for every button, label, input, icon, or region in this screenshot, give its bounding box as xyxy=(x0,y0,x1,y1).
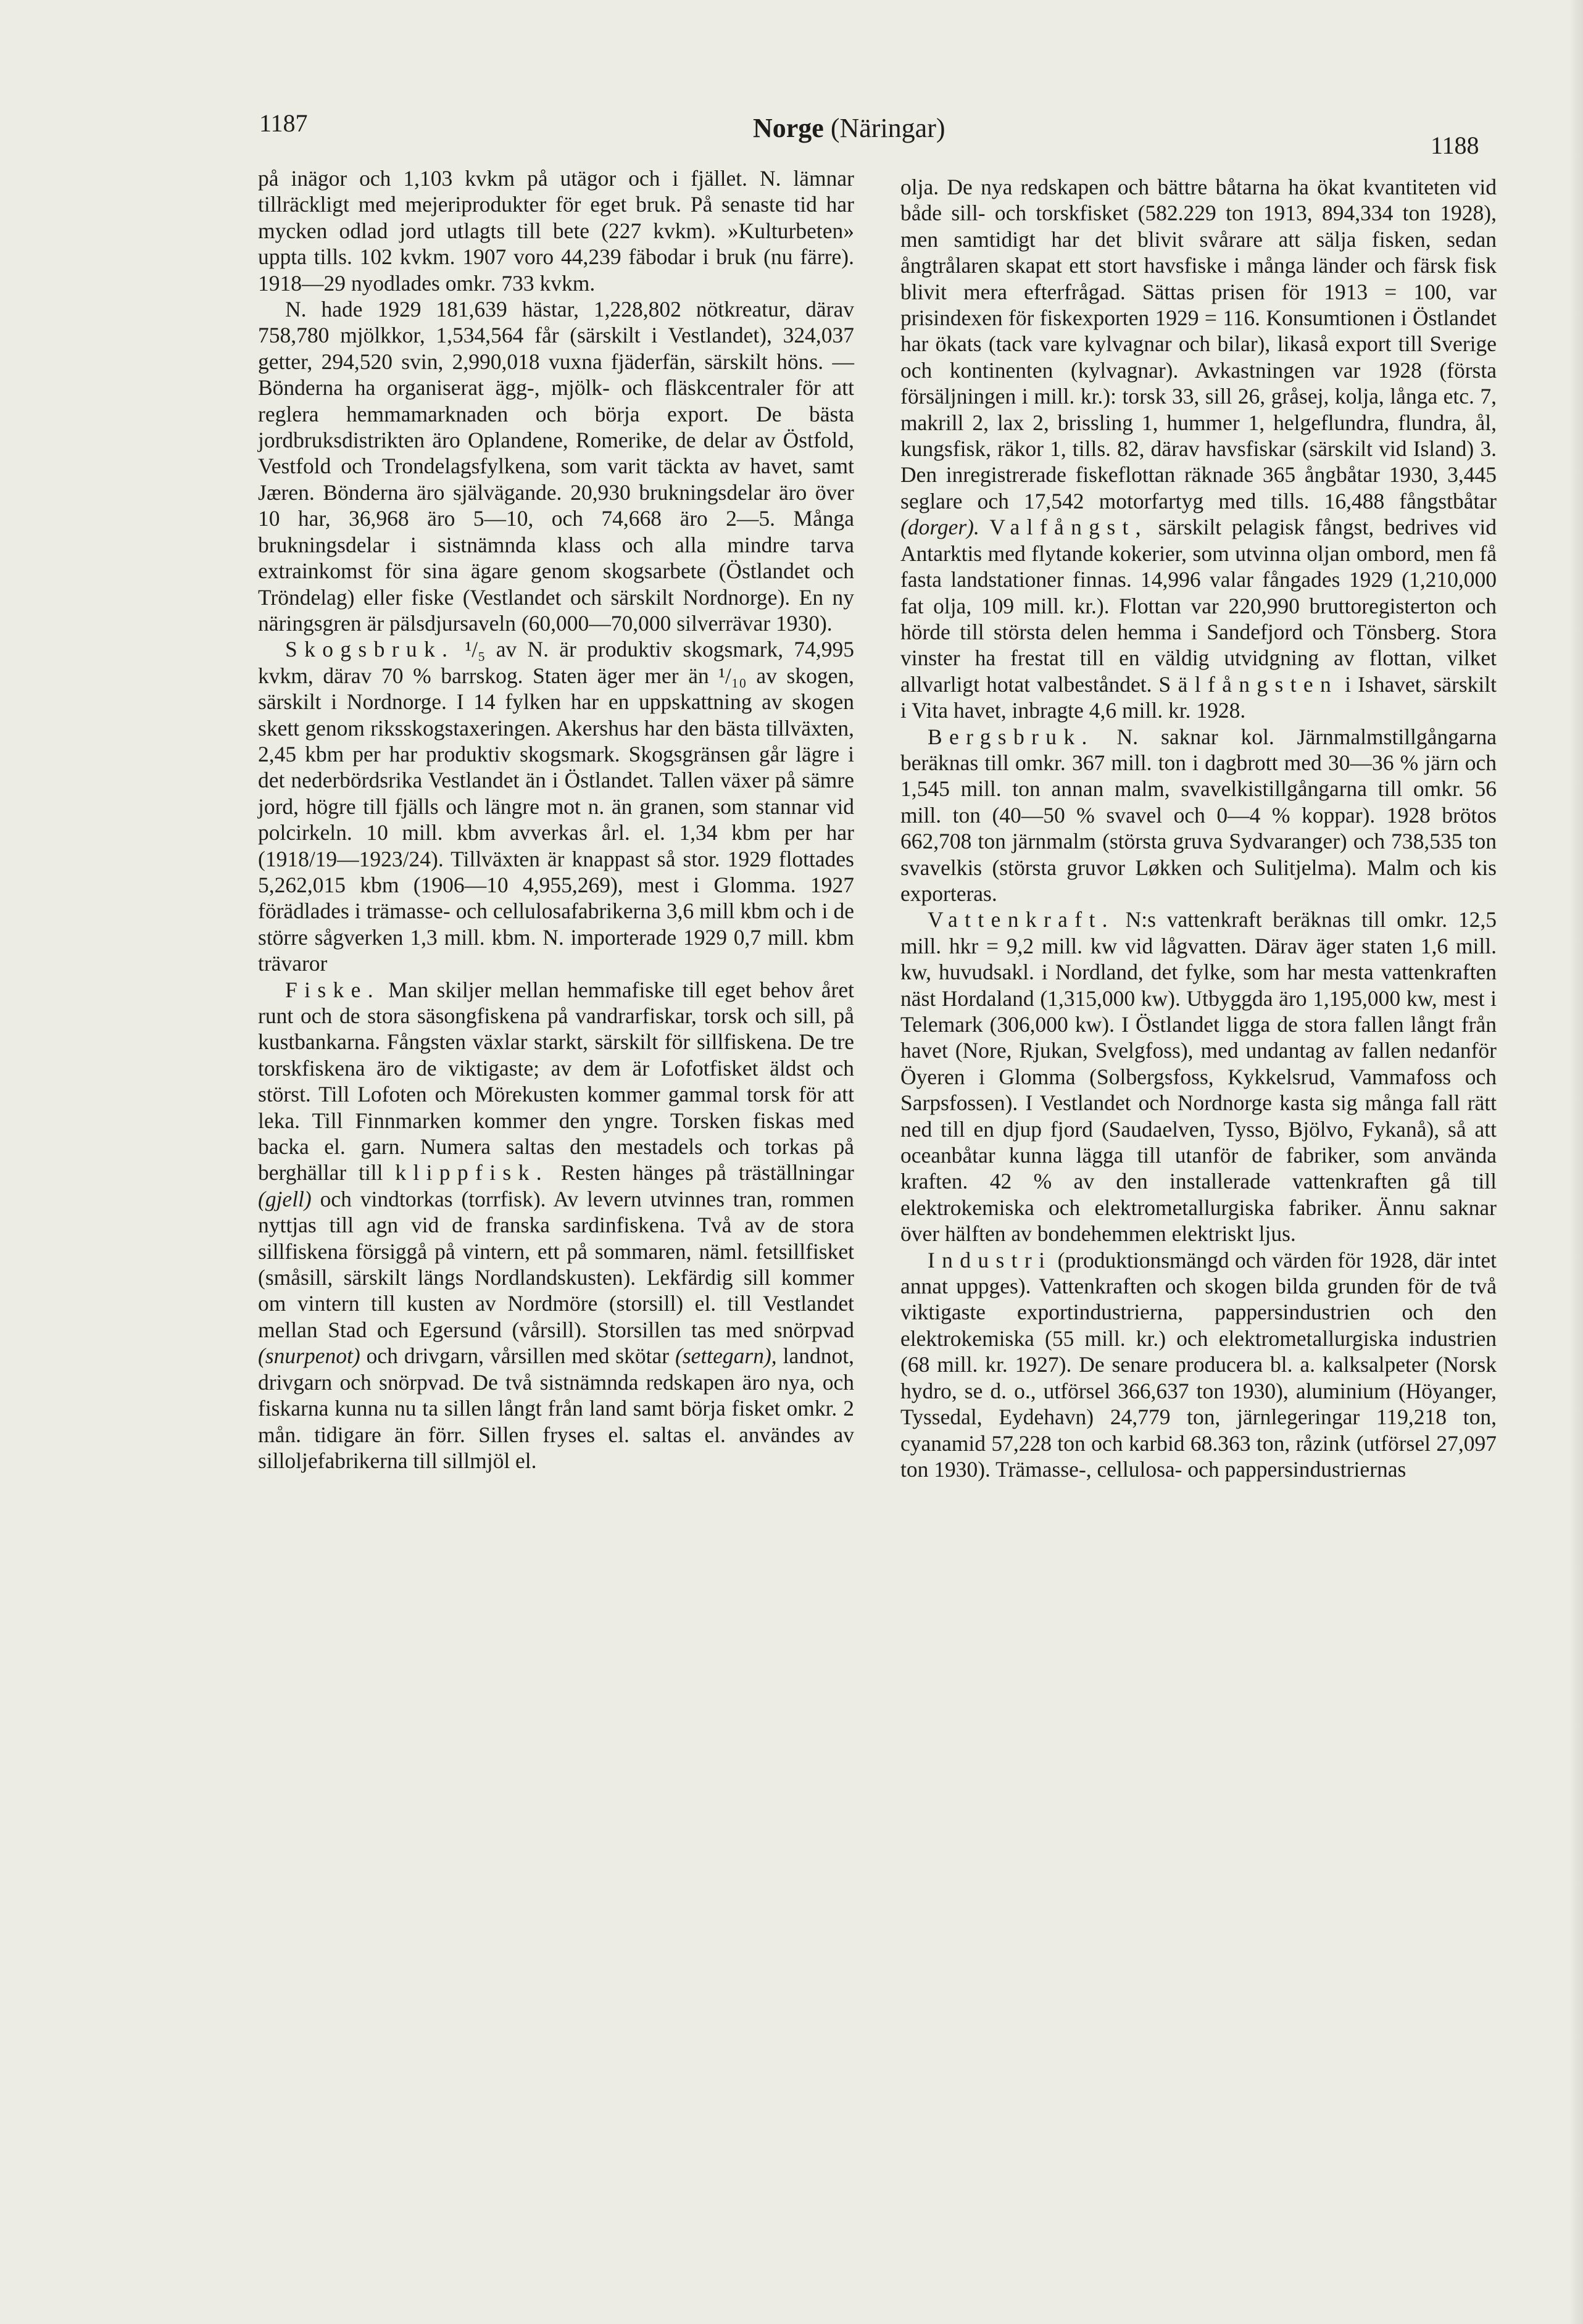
heading-sealing: Sälfångsten xyxy=(1158,671,1339,697)
text-industry: (produktionsmängd och värden för 1928, där intet annat uppges). Vattenkraften och skogen bilda grunden för de två viktigaste exportindustrierna, pappersindustrien och den elektrokemiska (55 mill. kr.) och elektrometallurgiska industrien (68 mill. kr. 1927). De senare producera bl. a. kalksalpeter (Norsk hydro, se d. o., utförsel 366,637 ton 1930), aluminium (Höyanger, Tyssedal, Eydehavn) 24,779 ton, järnlegeringar 119,218 ton, cyanamid 57,228 ton och karbid 68.363 ton, råzink (utförsel 27,097 ton 1930). Trämasse-, cellulosa- och pappersindustriernas xyxy=(900,1247,1497,1482)
text-sealing: i Ishavet, särskilt i Vita havet, inbragte 4,6 mill. kr. 1928. xyxy=(900,671,1497,723)
text-fishing-e: landnot, drivgarn och snörpvad. De två sistnämnda redskapen äro nya, och fiskarna kunna nu ta sillen långt från land samt börja fisket omkr. 2 mån. tidigare än förr. Sillen fryses el. saltas el. användes av silloljefabrikerna till sillmjöl el. xyxy=(258,1343,855,1473)
text-whaling: särskilt pelagisk fångst, bedrives vid Antarktis med flytande kokerier, som utvinna oljan ombord, men få fasta landstationer finnas. 14,996 valar fångades 1929 (1,210,000 fat olja, 109 mill. kr.). Flottan var 220,990 bruttoregisterton och hörde till största delen hemma i Sandefjord och Tönsberg. Stora vinster ha frestat till en väldig utvidgning av flottan, vilket allvarligt hotat valbeståndet. xyxy=(900,515,1497,697)
paragraph-forestry xyxy=(258,636,854,976)
running-head xyxy=(753,112,945,144)
text-fishing-d: och drivgarn, vårsillen med skötar xyxy=(366,1343,670,1369)
text-forestry: ¹/₅ av N. är produktiv skogsmark, 74,995 kvkm, därav 70 % barrskog. Staten äger mer än ¹/₁₀ av skogen, särskilt i Nordnorge. I 14 fylken har en uppskattning av skogen skett genom riksskogstaxeringen. Akershus har den bästa tillväxten, 2,45 kbm per har produktiv skogsmark. Skogsgränsen går lägre i det nederbördsrika Vestlandet än i Östlandet. Tallen växer på sämre jord, högre till fjälls och längre mot n. än granen, som stannar vid polcirkeln. 10 mill. kbm avverkas årl. el. 1,34 kbm per har (1918/19—1923/24). Tillväxten är knappast så stor. 1929 flottades 5,262,015 kbm (1906—10 4,955,269), mest i Glomma. 1927 förädlades i trämasse- och cellulosafabrikerna 3,6 mill kbm och i de större sågverken 1,3 mill. kbm. N. importerade 1929 0,7 mill. kbm trävaror xyxy=(258,637,855,976)
paragraph-livestock: N. hade 1929 181,639 hästar, 1,228,802 nötkreatur, därav 758,780 mjölkkor, 1,534,564 får (särskilt i Vestlandet), 324,037 getter, 294,520 svin, 2,990,018 vuxna fjäderfän, särskilt höns. — Bönderna ha organiserat ägg-, mjölk- och fläskcentraler för att reglera hemmamarknaden och börja export. De bästa jordbruksdistrikten äro Oplandene, Romerike, de delar av Östfold, Vestfold och Trondelagsfylkena, som varit täckta av havet, samt Jæren. Bönderna äro självägande. 20,930 brukningsdelar äro över 10 har, 36,968 äro 5—10, och 74,668 äro 2—5. Många brukningsdelar i sistnämnda klass och alla mindre tarva extrainkomst för sina ägare genom skogsarbete (Östlandet och Tröndelag) eller fiske (Vestlandet och särskilt Nordnorge). En ny näringsgren är pälsdjursaveln (60,000—70,000 silverrävar 1930). xyxy=(258,297,854,636)
paragraph-fishing xyxy=(258,977,854,1474)
paragraph-agriculture: på inägor och 1,103 kvkm på utägor och i fjället. N. lämnar tillräckligt med mejeriprodukter för eget bruk. På senaste tid har mycken odlad jord utlagts till bete (227 kvkm). »Kulturbeten» uppta tills. 102 kvkm. 1907 voro 44,239 fäbodar i bruk (nu färre). 1918—29 nyodlades omkr. 733 kvkm. xyxy=(258,166,854,296)
page-number-left: 1187 xyxy=(259,109,308,137)
page-edge xyxy=(1569,0,1583,2324)
text-fishing-c: och vindtorkas (torrfisk). Av levern utvinnes tran, rommen nyttjas till agn vid de franska sardinfiskena. Två av de stora sillfiskena försiggå på vintern, ett på sommaren, näml. fetsillfisket (småsill, särskilt längs Nordlandskusten). Lekfärdig sill kommer om vintern till kusten av Nordmöre (storsill) el. till Vestlandet mellan Stad och Egersund (vårsill). Storsillen tas med snörpvad xyxy=(258,1186,855,1342)
heading-forestry: Skogsbruk. xyxy=(285,637,455,662)
text-fishing-cont-a: olja. De nya redskapen och bättre båtarna ha ökat kvantiteten vid både sill- och torskfisket (582.229 ton 1913, 894,334 ton 1928), men samtidigt har det blivit svårare att sälja fisken, sedan ångtrålaren skapat ett stort havsfiske i många länder och färsk fisk blivit mera efterfrågad. Sättas prisen för 1913 = 100, var prisindexen för fiskexporten 1929 = 116. Konsumtionen i Östlandet har ökats (tack vare kylvagnar och bilar), likaså export till Sverige och kontinenten (kylvagnar). Avkastningen var 1928 (första försäljningen i mill. kr.): torsk 33, sill 26, gråsej, kolja, långa etc. 7, makrill 2, lax 2, brissling 1, hummer 1, helgeflundra, flundra, ål, kungsfisk, räkor 1, tills. 82, därav havsfiskar (särskilt vid Island) 3. Den inregistrerade fiskeflottan räknade 365 ångbåtar 1930, 3,445 seglare och 17,542 motorfartyg med tills. 16,488 fångstbåtar xyxy=(900,175,1497,513)
text-hydropower: N:s vattenkraft beräknas till omkr. 12,5 mill. hkr = 9,2 mill. kw vid lågvatten. Därav äger staten 1,6 mill. kw, huvudsakl. i Nordland, det fylke, som har mesta vattenkraften näst Hordaland (1,315,000 kw). Utbyggda äro 1,195,000 kw, mest i Telemark (306,000 kw). I Östlandet ligga de stora fallen långt från havet (Nore, Rjukan, Svelgfoss), med undantag av fallen nedanför Öyeren i Glomma (Solbergsfoss, Kykkelsrud, Vammafoss och Sarpsfossen). I Vestlandet och Nordnorge kasta sig många fall rätt ned till en djup fjord (Saudaelven, Tysso, Bjölvo, Fykanå), så att oceanbåtar kunna lägga till utanför de fabriker, som använda kraften. 42 % av den installerade vattenkraften gå till elektrokemiska och elektrometallurgiska fabriker. Ännu saknar över hälften av bondehemmen elektriskt ljus. xyxy=(900,907,1497,1247)
text-fishing-a: Man skiljer mellan hemmafiske till eget behov året runt och de stora säsongfiskena på vandrarfiskar, torsk och sill, på kustbankarna. Fångsten växlar starkt, särskilt för sillfiskena. De tre torskfiskena äro de viktigaste; av dem är Lofotfisket äldst och störst. Till Lofoten och Mörekusten kommer gammal torsk för att leka. Till Finnmarken kommer den yngre. Torsken fiskas med backa el. garn. Numera saltas den mestadels och torkas på berghällar till xyxy=(258,977,855,1185)
page-number-right: 1188 xyxy=(1431,131,1479,159)
heading-whaling: Valfångst, xyxy=(989,515,1148,540)
term-dorger: (dorger). xyxy=(900,515,979,540)
paragraph-hydropower xyxy=(900,907,1497,1247)
heading-hydropower: Vattenkraft. xyxy=(928,907,1115,932)
running-title: Norge xyxy=(753,113,824,143)
text-fishing-b: Resten hänges på träställningar xyxy=(560,1160,854,1185)
term-gjell: (gjell) xyxy=(258,1186,312,1211)
heading-industry: Industri xyxy=(928,1247,1052,1272)
heading-mining: Bergsbruk. xyxy=(928,724,1094,749)
right-column xyxy=(900,174,1497,1482)
paragraph-industry xyxy=(900,1247,1497,1483)
term-settegarn: (settegarn), xyxy=(675,1343,777,1369)
paragraph-mining xyxy=(900,724,1497,907)
heading-fishing: Fiske. xyxy=(285,977,380,1002)
text-mining: N. saknar kol. Järnmalmstillgångarna beräknas till omkr. 367 mill. ton i dagbrott med 30—36 % järn och 1,545 mill. ton annan malm, svavelkistillgångarna till omkr. 56 mill. ton (40—50 % svavel och 0—4 % koppar). 1928 brötos 662,708 ton järnmalm (största gruva Sydvaranger) och 738,535 ton svavelkis (största gruvor Løkken och Sulitjelma). Malm och kis exporteras. xyxy=(900,724,1497,906)
term-klippfisk: klippfisk. xyxy=(395,1160,549,1185)
paragraph-fishing-cont xyxy=(900,174,1497,724)
running-subtitle: (Näringar) xyxy=(830,113,945,143)
left-column xyxy=(258,165,854,1474)
term-snurpenot: (snurpenot) xyxy=(258,1343,360,1369)
